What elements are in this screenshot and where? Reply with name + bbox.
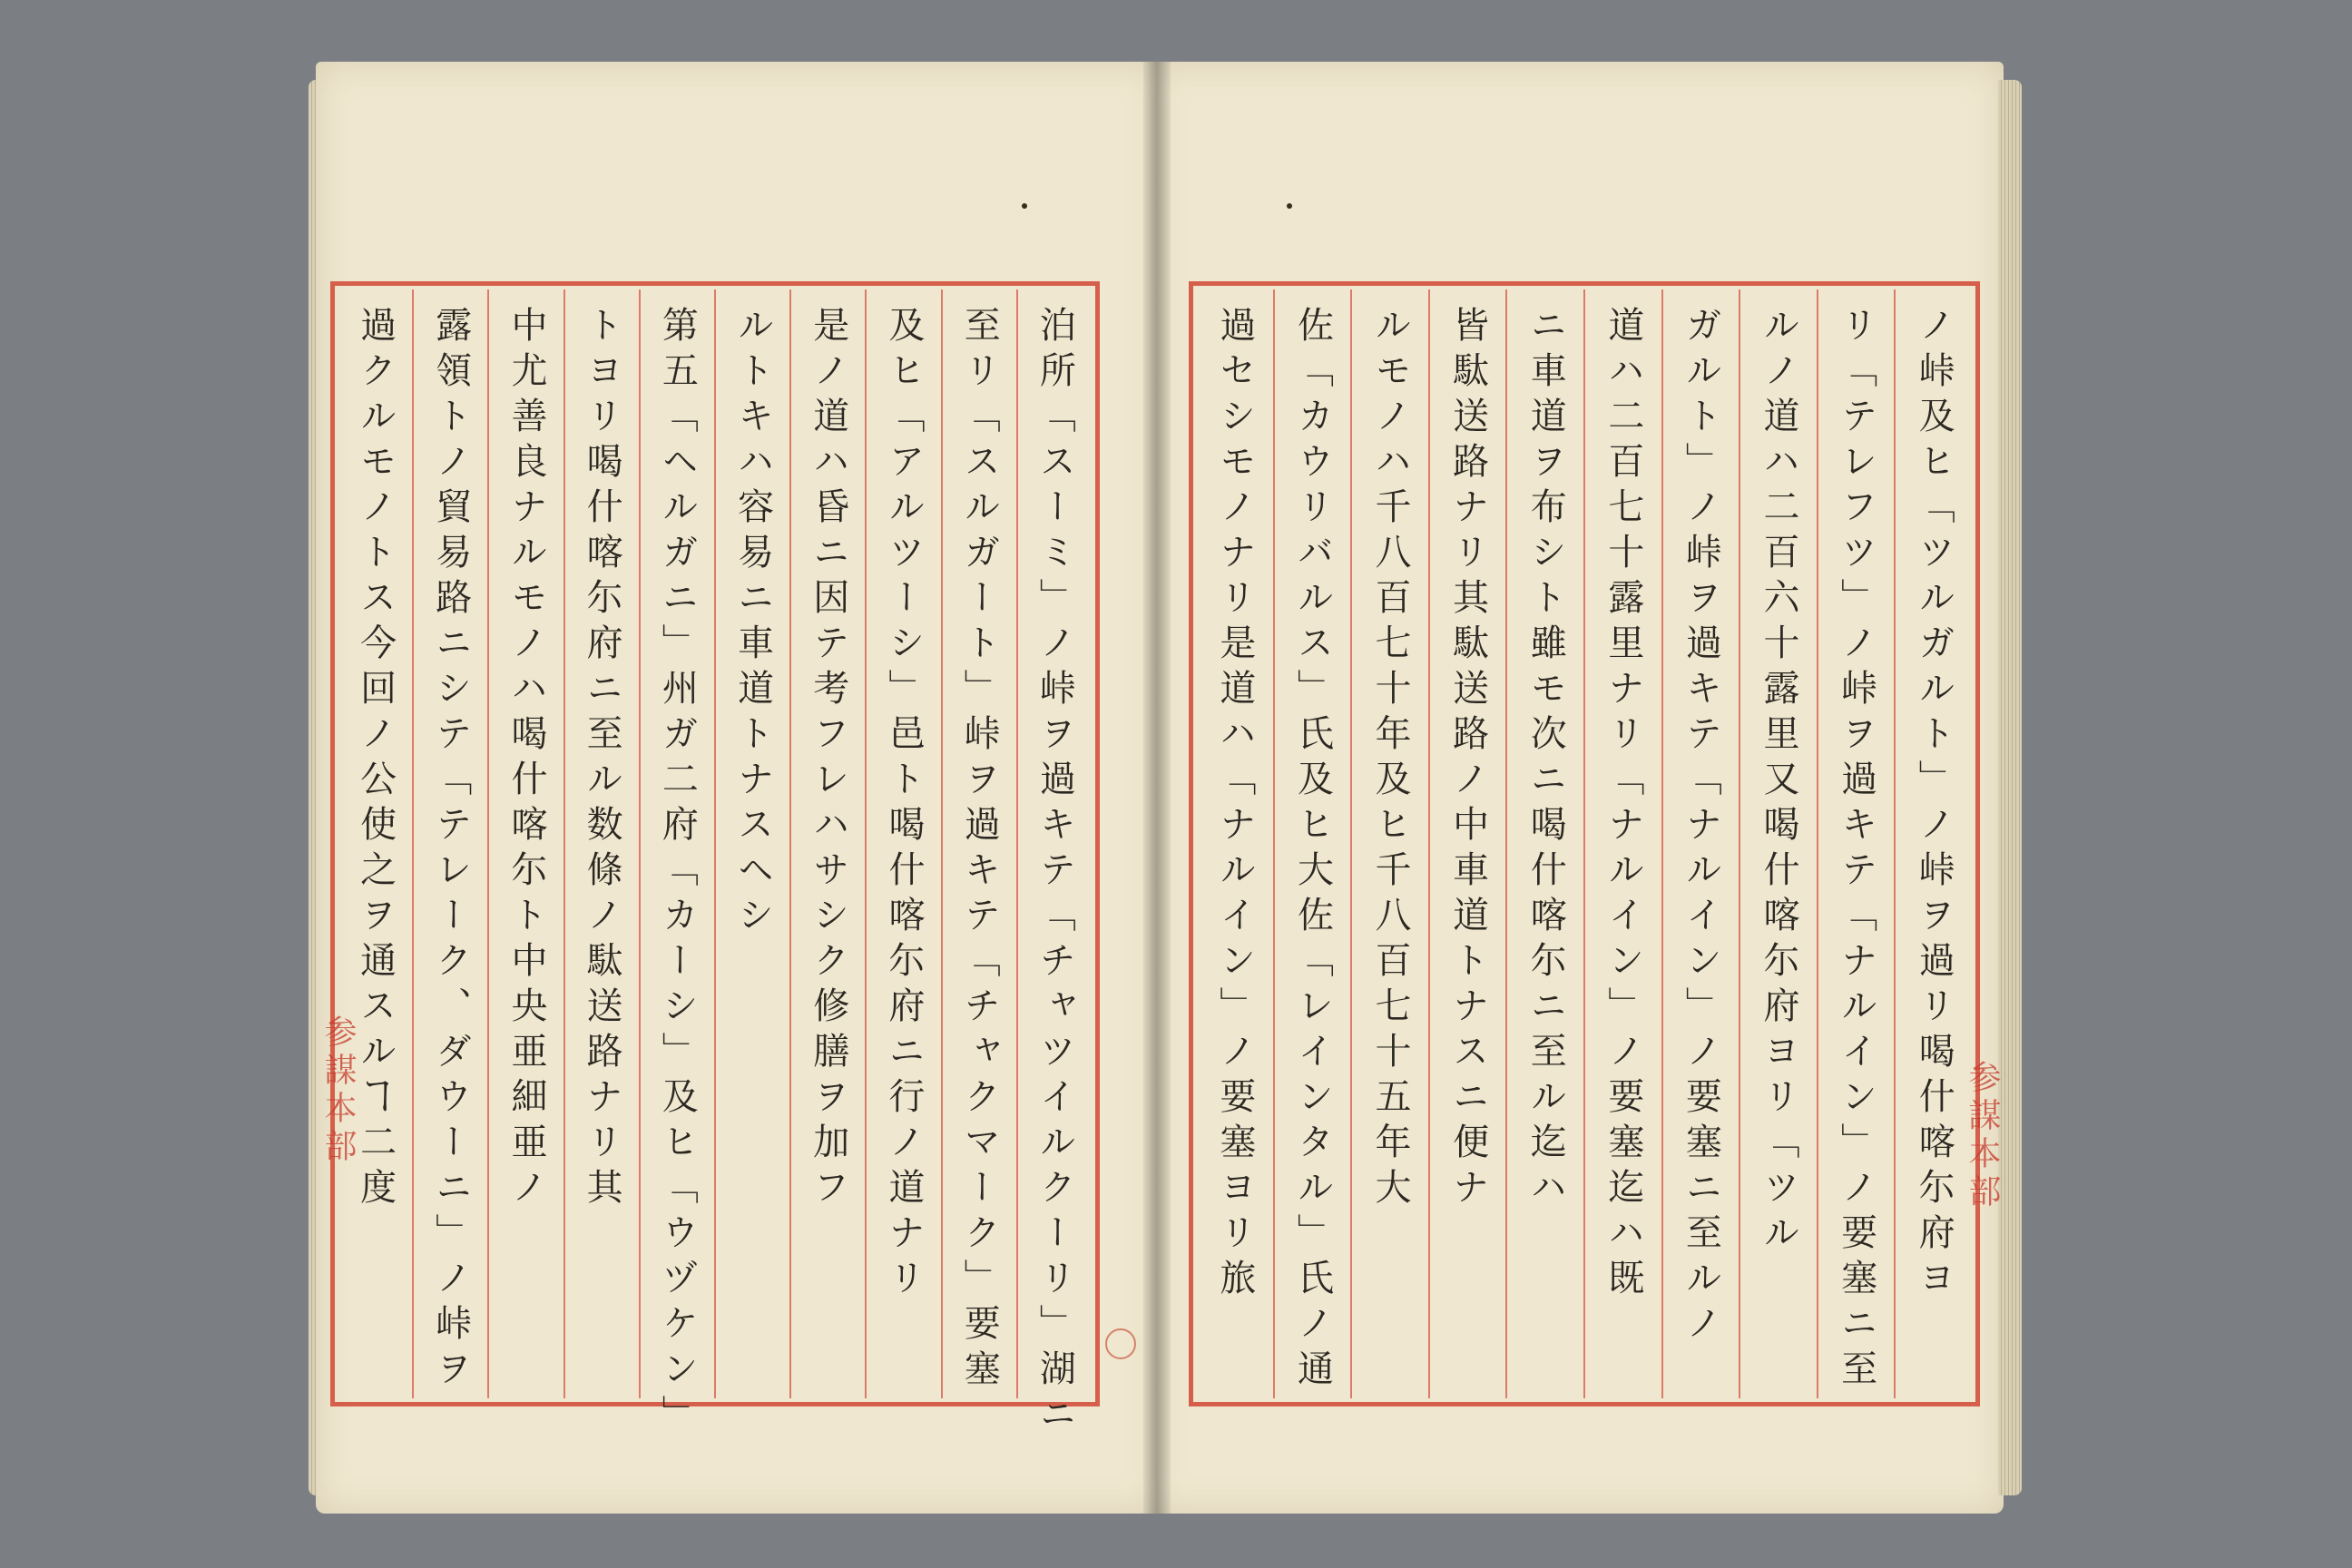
library-stamp-right: 参謀本部 (1964, 1060, 2001, 1212)
right-text-frame (1189, 281, 1980, 1406)
text-column (487, 289, 563, 1398)
left-text-frame (330, 281, 1100, 1440)
text-column (338, 289, 412, 1398)
text-column (564, 289, 639, 1398)
text-column (1197, 289, 1273, 1398)
column-text: ニ車道ヲ布シト雖モ次ニ喝什喀尓ニ至ル迄ハ (1524, 306, 1567, 1213)
book-gutter (1143, 62, 1171, 1514)
text-column (941, 289, 1016, 1398)
column-text: 第五「ヘルガニ」州ガ二府「カーシ」及ヒ「ウヅケン」 (656, 306, 699, 1440)
column-text: ルトキハ容易ニ車道トナスヘシ (731, 306, 774, 941)
column-text: 佐「カウリバルス」氏及ヒ大佐「レインタル」氏ノ通 (1291, 306, 1334, 1395)
column-text: 泊所「スーミ」ノ峠ヲ過キテ「チャツイルクーリ」湖ニ (1034, 306, 1076, 1440)
column-text: ルノ道ハ二百六十露里又喝什喀尓府ヨリ「ツル (1758, 306, 1800, 1259)
text-column (1739, 289, 1817, 1398)
text-column (1505, 289, 1583, 1398)
column-text: 過クルモノトス今回ノ公使之ヲ通スルヿ二度 (354, 306, 397, 1213)
column-text: 是ノ道ハ昏ニ因テ考フレハサシク修膳ヲ加フ (807, 306, 849, 1213)
text-column (639, 289, 714, 1440)
text-column (789, 289, 865, 1398)
text-column (714, 289, 789, 1398)
text-column (1273, 289, 1351, 1398)
column-text: トヨリ喝什喀尓府ニ至ル数條ノ駄送路ナリ其 (581, 306, 623, 1213)
column-text: ガルト」ノ峠ヲ過キテ「ナルイン」ノ要塞ニ至ルノ (1680, 306, 1722, 1349)
binding-hole (1287, 203, 1292, 209)
text-column (1661, 289, 1740, 1398)
text-column (1428, 289, 1506, 1398)
library-stamp-left: 参謀本部 (319, 1014, 357, 1167)
text-column (1894, 289, 1972, 1398)
text-column (1016, 289, 1092, 1440)
column-text: 露領トノ貿易路ニシテ「テレーク、ダウーニ」ノ峠ヲ (429, 306, 472, 1395)
text-column (1350, 289, 1428, 1398)
right-page-edges (1998, 80, 2022, 1495)
binding-hole (1022, 203, 1027, 209)
column-text: 至リ「スルガート」峠ヲ過キテ「チャクマーク」要塞 (958, 306, 1001, 1395)
column-text: ルモノハ千八百七十年及ヒ千八百七十五年大 (1369, 306, 1412, 1213)
open-book (309, 62, 2024, 1514)
text-column (1583, 289, 1661, 1398)
column-text: 中尤善良ナルモノハ喝什喀尓ト中央亜細亜ノ (505, 306, 547, 1213)
column-text: 道ハ二百七十露里ナリ「ナルイン」ノ要塞迄ハ既 (1602, 306, 1644, 1304)
column-text: 及ヒ「アルツーシ」邑ト喝什喀尓府ニ行ノ道ナリ (882, 306, 925, 1304)
column-text: ノ峠及ヒ「ツルガルト」ノ峠ヲ過リ喝什喀尓府ヨ (1913, 306, 1955, 1304)
text-column (1817, 289, 1895, 1398)
text-column (412, 289, 487, 1398)
text-column (865, 289, 940, 1398)
column-text: 皆駄送路ナリ其駄送路ノ中車道トナスニ便ナ (1446, 306, 1489, 1213)
seal-mark (1105, 1328, 1136, 1359)
column-text: 過セシモノナリ是道ハ「ナルイン」ノ要塞ヨリ旅 (1213, 306, 1256, 1304)
column-text: リ「テレフツ」ノ峠ヲ過キテ「ナルイン」ノ要塞ニ至 (1835, 306, 1877, 1395)
